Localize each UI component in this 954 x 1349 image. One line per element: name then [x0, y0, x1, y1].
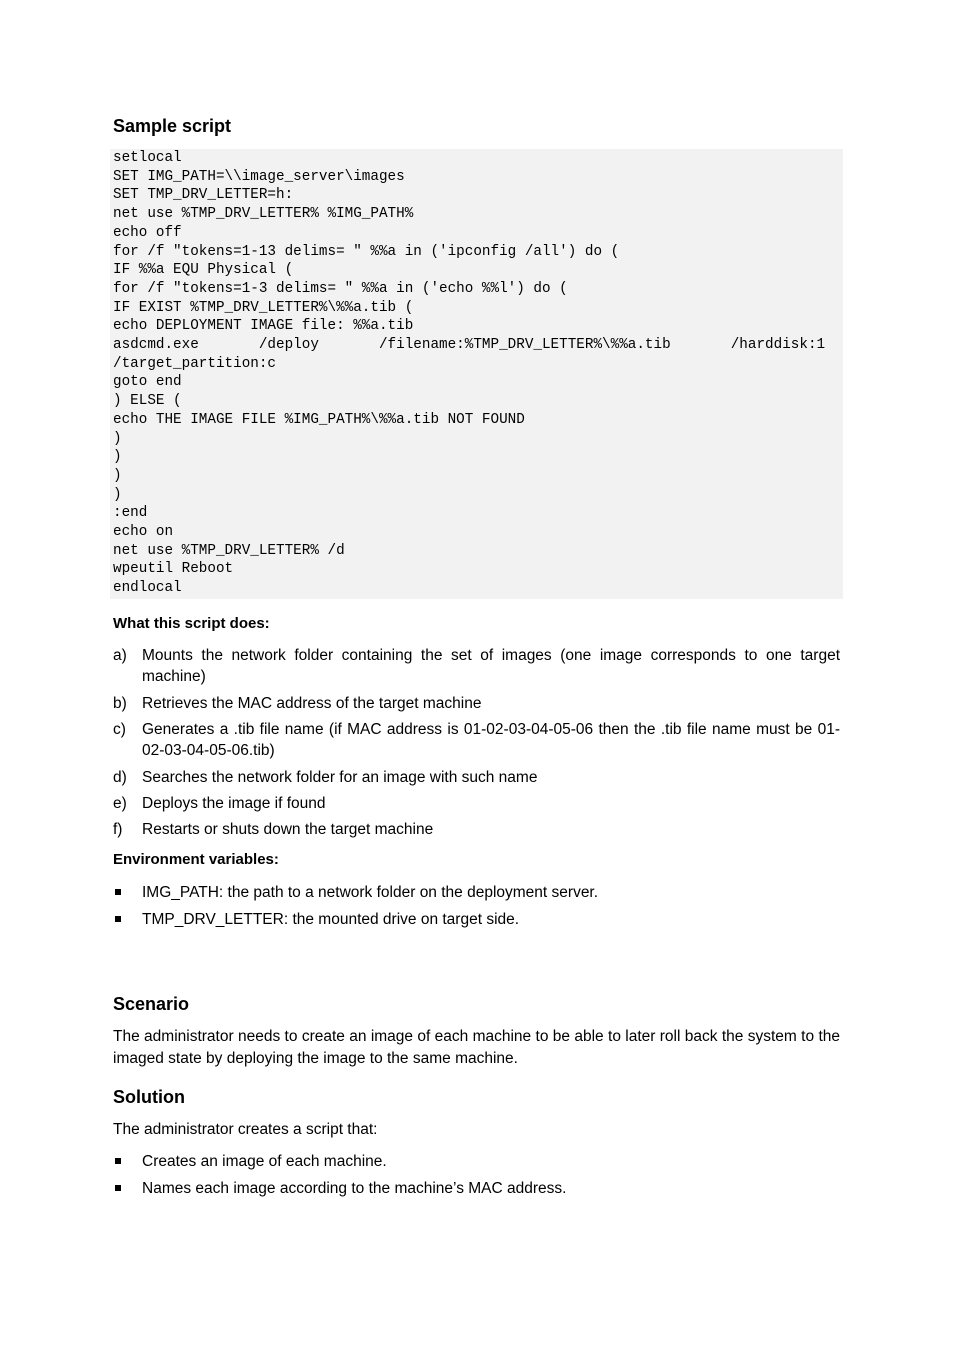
list-item-text: Generates a .tib file name (if MAC address is 01-02-03-04-05-06 then the .tib file name must be 01-02-03-04-05-06.tib)	[142, 721, 840, 759]
list-marker: d)	[113, 769, 127, 786]
list-marker: c)	[113, 721, 126, 738]
code-line: )	[113, 486, 122, 503]
code-line: )	[113, 467, 122, 484]
solution-heading: Solution	[113, 1087, 185, 1107]
bullet-item-text: Names each image according to the machine’s MAC address.	[142, 1180, 567, 1197]
code-line: IF EXIST %TMP_DRV_LETTER%\%%a.tib (	[113, 299, 414, 316]
square-bullet-icon	[115, 916, 121, 922]
code-line: for /f "tokens=1-13 delims= " %%a in ('ipconfig /all') do (	[113, 243, 620, 260]
list-item-text: Retrieves the MAC address of the target machine	[142, 695, 482, 712]
bullet-item-text: IMG_PATH: the path to a network folder on the deployment server.	[142, 884, 599, 901]
code-line: echo off	[113, 224, 182, 241]
list-marker: e)	[113, 795, 127, 812]
code-line: asdcmd.exe /deploy /filename:%TMP_DRV_LETTER%\%%a.tib /harddisk:1	[113, 337, 826, 353]
bullet-item-text: Creates an image of each machine.	[142, 1153, 387, 1170]
list-item-text: Searches the network folder for an image with such name	[142, 769, 538, 786]
what-script-does-heading: What this script does:	[113, 615, 270, 632]
list-item-text: Deploys the image if found	[142, 795, 326, 812]
sample-script-heading: Sample script	[113, 116, 232, 136]
code-line: net use %TMP_DRV_LETTER% %IMG_PATH%	[113, 206, 414, 223]
environment-variables-heading: Environment variables:	[113, 851, 279, 868]
code-line: :end	[113, 505, 148, 522]
code-line: setlocal	[113, 150, 182, 166]
code-line: SET TMP_DRV_LETTER=h:	[113, 187, 294, 204]
square-bullet-icon	[115, 1185, 121, 1191]
code-line: for /f "tokens=1-3 delims= " %%a in ('echo %%l') do (	[113, 280, 568, 297]
code-line: echo DEPLOYMENT IMAGE file: %%a.tib	[113, 318, 414, 335]
code-line: )	[113, 430, 122, 447]
scenario-text: The administrator needs to create an image of each machine to be able to later roll back the system to the imaged state by deploying the image to the same machine.	[113, 1028, 840, 1067]
list-marker: a)	[113, 647, 127, 664]
code-line: wpeutil Reboot	[113, 561, 234, 578]
code-line: echo on	[113, 524, 174, 540]
code-line: goto end	[113, 374, 182, 391]
list-marker: b)	[113, 695, 127, 712]
code-line: IF %%a EQU Physical (	[113, 262, 294, 279]
code-line: )	[113, 449, 122, 466]
code-line: /target_partition:c	[113, 355, 277, 372]
code-line: net use %TMP_DRV_LETTER% /d	[113, 542, 345, 559]
code-line: ) ELSE (	[113, 393, 182, 410]
code-line: endlocal	[113, 580, 182, 597]
scenario-heading: Scenario	[113, 994, 190, 1014]
code-line: SET IMG_PATH=\\image_server\images	[113, 168, 405, 185]
list-item-text: Mounts the network folder containing the set of images (one image corresponds to one target machine)	[142, 647, 840, 685]
square-bullet-icon	[115, 889, 121, 895]
bullet-item-text: TMP_DRV_LETTER: the mounted drive on target side.	[142, 911, 520, 928]
code-block	[110, 149, 843, 599]
code-line: echo THE IMAGE FILE %IMG_PATH%\%%a.tib NOT FOUND	[113, 411, 525, 428]
square-bullet-icon	[115, 1158, 121, 1164]
list-marker: f)	[113, 821, 123, 838]
list-item-text: Restarts or shuts down the target machine	[142, 821, 434, 838]
solution-intro: The administrator creates a script that:	[113, 1121, 378, 1138]
